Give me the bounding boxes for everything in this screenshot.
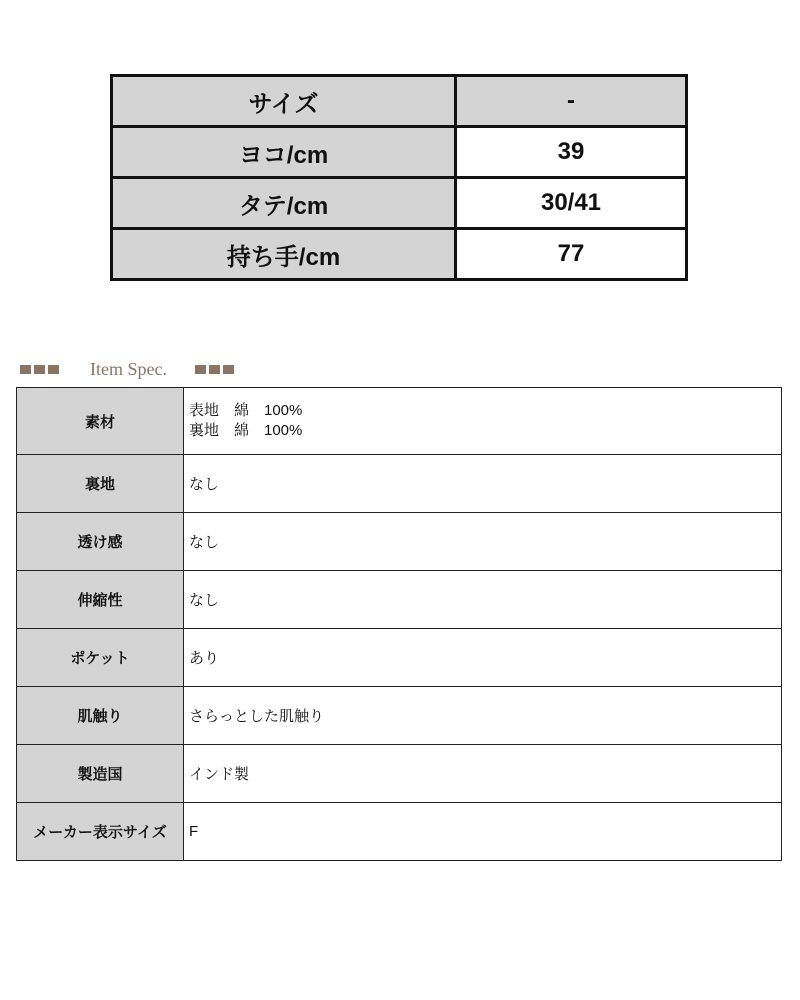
size-row: [112, 76, 687, 127]
spec-key: メーカー表示サイズ: [17, 803, 184, 861]
item-spec-title: Item Spec.: [90, 358, 167, 379]
spec-value: [184, 388, 782, 455]
spec-key: 裏地: [17, 455, 184, 513]
spec-value: さらっとした肌触り: [184, 687, 782, 745]
size-label: サイズ: [112, 76, 456, 127]
spec-row-stretch: [17, 571, 782, 629]
spec-key: ポケット: [17, 629, 184, 687]
spec-value-line: 表地 綿 100%: [189, 402, 303, 419]
spec-value: F: [184, 803, 782, 861]
spec-key: 肌触り: [17, 687, 184, 745]
spec-key: 透け感: [17, 513, 184, 571]
spec-value: なし: [184, 455, 782, 513]
spec-value: インド製: [184, 745, 782, 803]
width-row: [112, 127, 687, 178]
spec-key: 製造国: [17, 745, 184, 803]
width-value: 39: [456, 127, 687, 178]
square-icon: [195, 365, 206, 374]
spec-row-sheerness: [17, 513, 782, 571]
spec-row-texture: [17, 687, 782, 745]
item-spec-heading: [20, 358, 234, 380]
handle-row: [112, 229, 687, 280]
spec-key: 素材: [17, 388, 184, 455]
size-value: -: [456, 76, 687, 127]
spec-row-material: [17, 388, 782, 455]
square-icon: [34, 365, 45, 374]
height-row: [112, 178, 687, 229]
square-icon: [223, 365, 234, 374]
width-label: ヨコ/cm: [112, 127, 456, 178]
handle-value: 77: [456, 229, 687, 280]
right-decoration-squares: [195, 365, 234, 374]
spec-value: あり: [184, 629, 782, 687]
item-spec-table: [16, 387, 782, 861]
handle-label: 持ち手/cm: [112, 229, 456, 280]
height-label: タテ/cm: [112, 178, 456, 229]
spec-row-maker-size: [17, 803, 782, 861]
left-decoration-squares: [20, 365, 59, 374]
height-value: 30/41: [456, 178, 687, 229]
spec-row-lining: [17, 455, 782, 513]
square-icon: [48, 365, 59, 374]
square-icon: [209, 365, 220, 374]
square-icon: [20, 365, 31, 374]
spec-value: なし: [184, 571, 782, 629]
spec-value-line: 裏地 綿 100%: [189, 422, 303, 439]
spec-row-pocket: [17, 629, 782, 687]
size-table: [110, 74, 688, 281]
spec-value: なし: [184, 513, 782, 571]
spec-row-origin: [17, 745, 782, 803]
spec-key: 伸縮性: [17, 571, 184, 629]
